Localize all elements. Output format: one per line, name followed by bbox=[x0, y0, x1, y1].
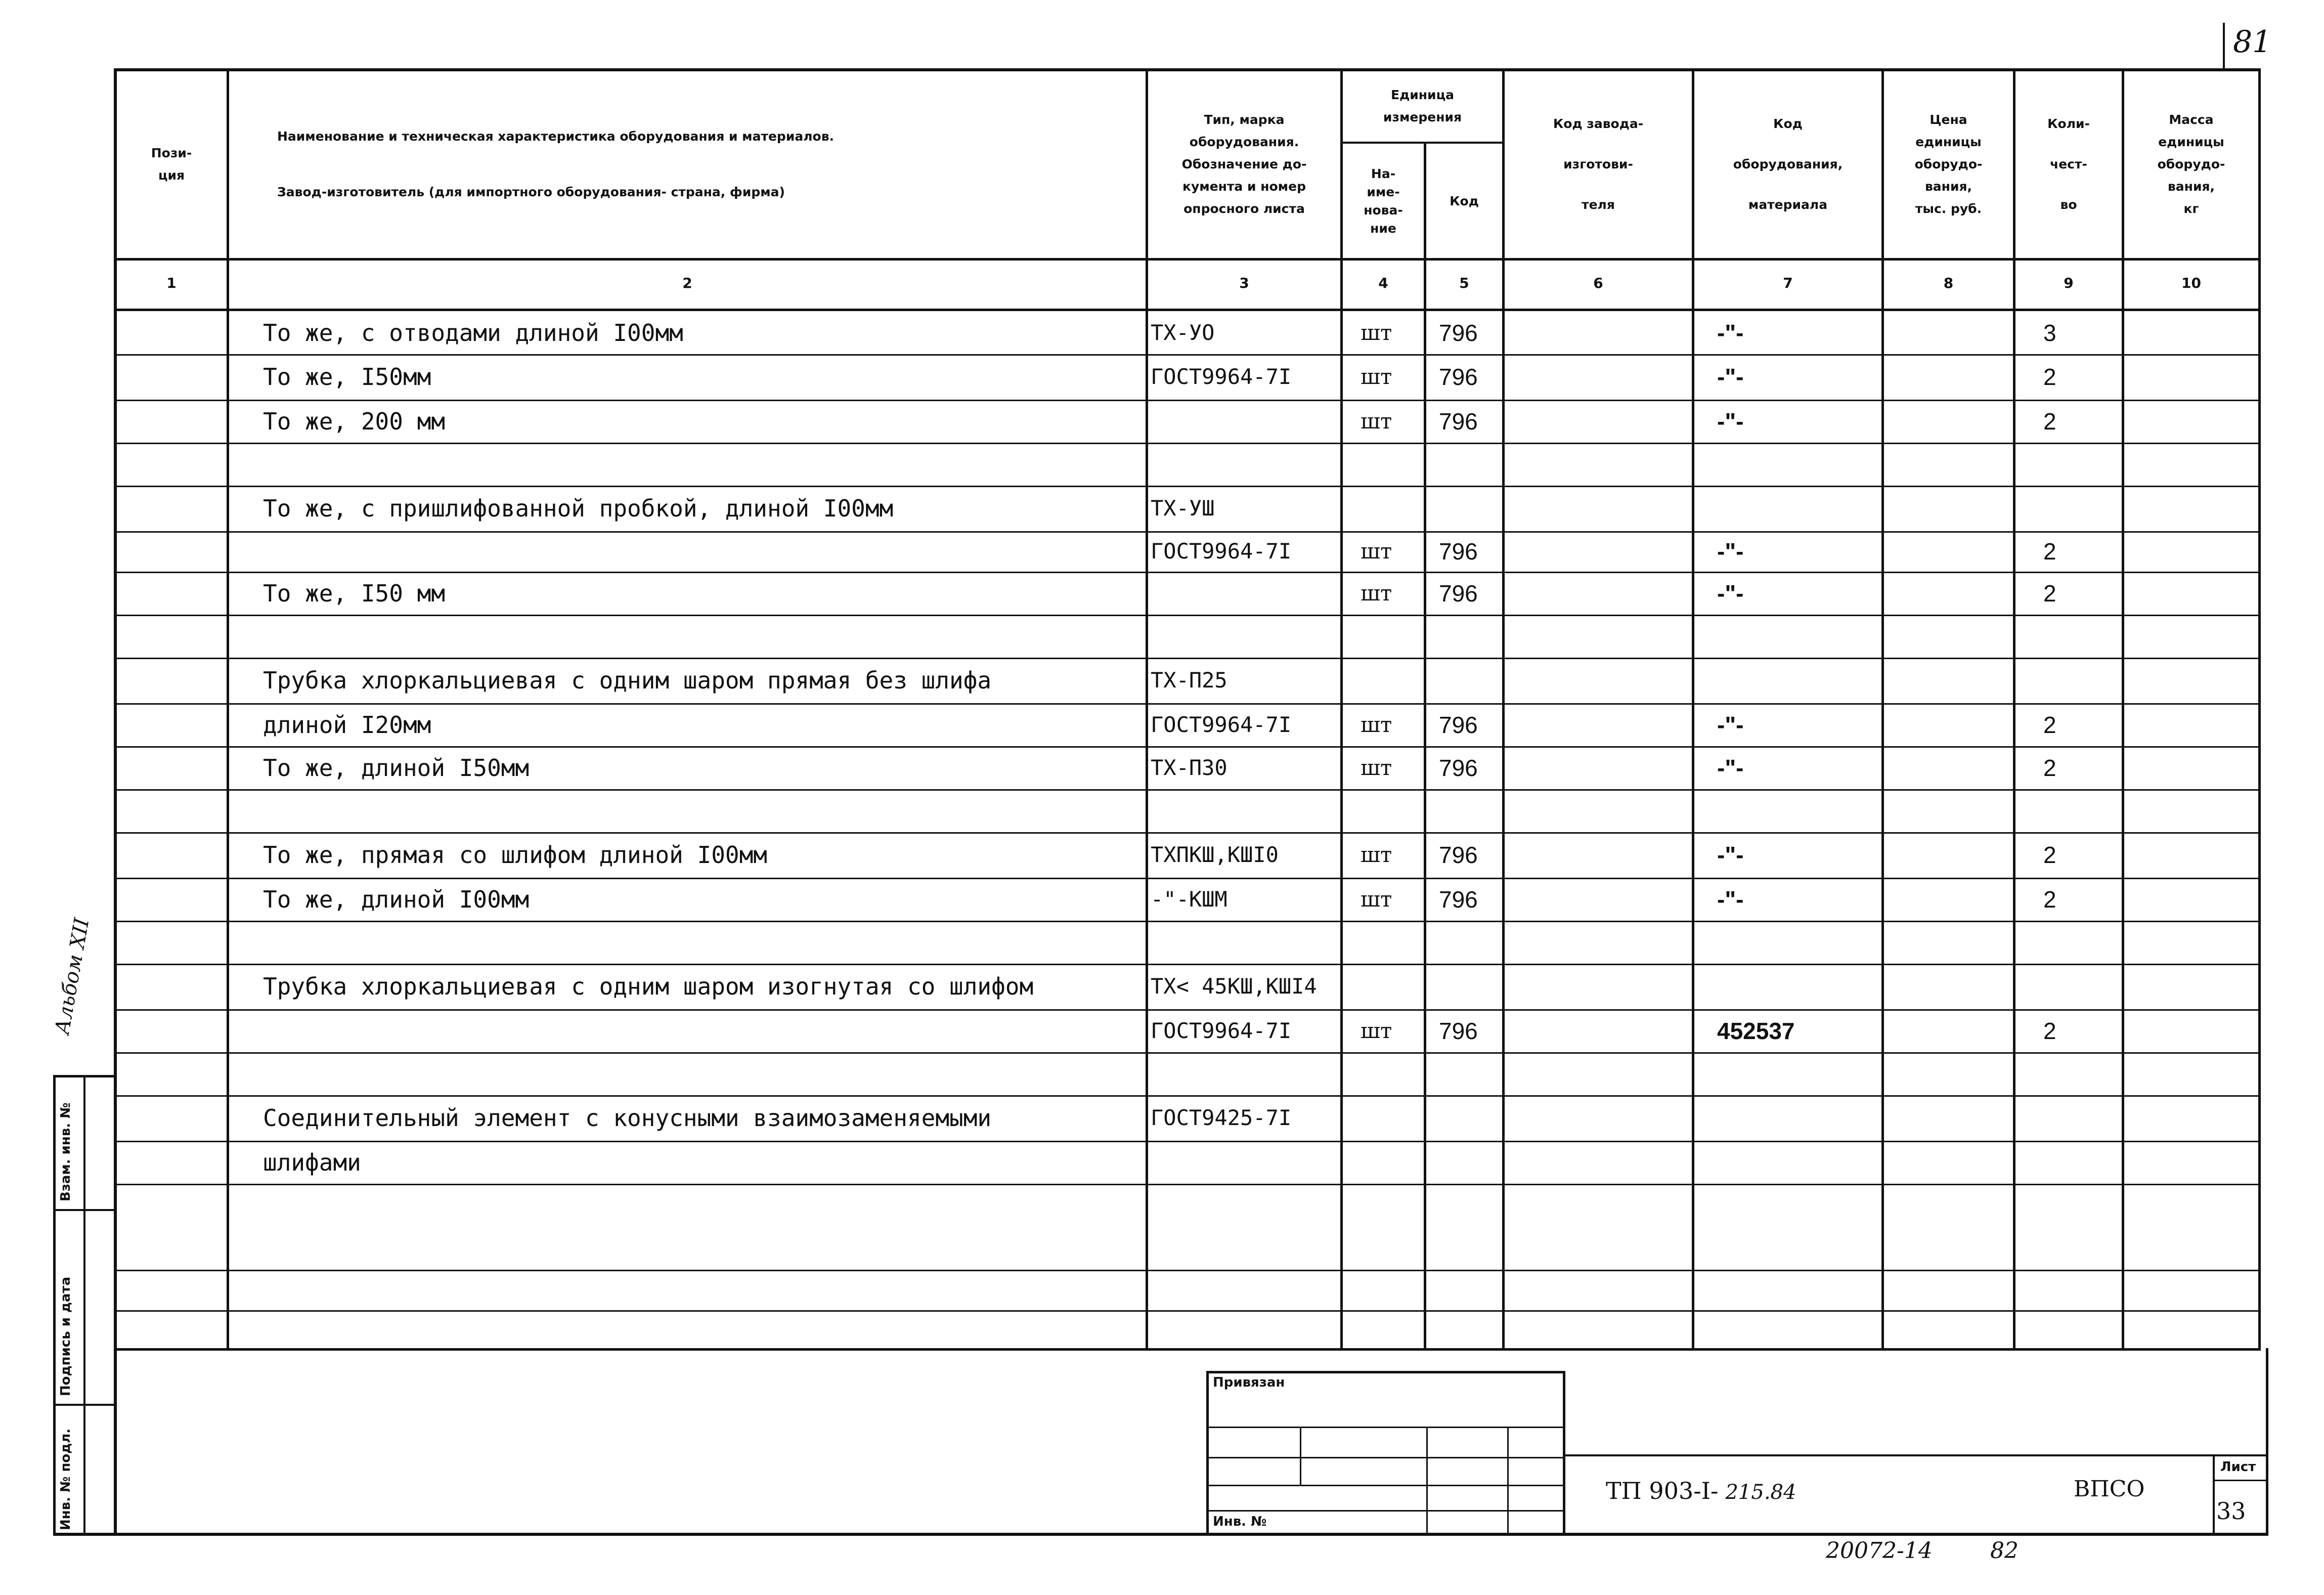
row-divider bbox=[114, 1052, 2261, 1054]
stamp-grid-h2 bbox=[1206, 1457, 1565, 1458]
item-type: -"-КШМ bbox=[1151, 886, 1227, 912]
item-unit-code: 796 bbox=[1439, 319, 1478, 346]
side-label-vzam: Взам. инв. № bbox=[58, 1102, 73, 1201]
item-name: То же, прямая со шлифом длиной I00мм bbox=[263, 841, 767, 869]
item-unit: шт bbox=[1361, 712, 1392, 737]
item-name: шлифами bbox=[263, 1148, 361, 1176]
row-divider bbox=[114, 832, 2261, 834]
item-unit-code: 796 bbox=[1439, 711, 1478, 738]
item-unit: шт bbox=[1361, 1018, 1392, 1043]
item-material-code: -"- bbox=[1717, 580, 1744, 607]
row-divider bbox=[114, 1009, 2261, 1011]
item-unit: шт bbox=[1361, 842, 1392, 867]
sheet-box-sep bbox=[2213, 1480, 2268, 1481]
item-quantity: 2 bbox=[2043, 842, 2056, 868]
row-divider bbox=[114, 964, 2261, 965]
item-name: длиной I20мм bbox=[263, 711, 431, 739]
item-unit: шт bbox=[1361, 364, 1392, 389]
row-divider bbox=[114, 1184, 2261, 1185]
row-divider bbox=[114, 1310, 2261, 1312]
item-unit-code: 796 bbox=[1439, 580, 1478, 607]
item-material-code: -"- bbox=[1717, 408, 1744, 435]
item-unit-code: 796 bbox=[1439, 842, 1478, 868]
side-stamp-sep1 bbox=[53, 1209, 116, 1211]
colnum-4: 4 bbox=[1378, 275, 1388, 291]
item-type: ГОСТ9964-7I bbox=[1151, 712, 1292, 737]
item-unit-code: 796 bbox=[1439, 408, 1478, 435]
item-unit-code: 796 bbox=[1439, 754, 1478, 781]
divider-4 bbox=[1424, 142, 1426, 1348]
colnum-10: 10 bbox=[2181, 275, 2201, 291]
item-unit: шт bbox=[1361, 539, 1392, 564]
row-divider bbox=[114, 531, 2261, 533]
colnum-bottom-border bbox=[114, 309, 2261, 311]
item-quantity: 2 bbox=[2043, 408, 2056, 435]
header-equipment-code: Код оборудования, материала bbox=[1733, 116, 1843, 212]
item-material-code: -"- bbox=[1717, 842, 1744, 868]
stamp-grid-h4 bbox=[1206, 1510, 1565, 1512]
item-unit-code: 796 bbox=[1439, 886, 1478, 913]
colnum-8: 8 bbox=[1943, 275, 1954, 291]
stamp-grid-v2 bbox=[1426, 1427, 1428, 1535]
stamp-box-top bbox=[1206, 1371, 1565, 1373]
item-type: ТХ-П30 bbox=[1151, 755, 1227, 780]
item-type: ТХ-УШ bbox=[1151, 496, 1215, 521]
frame-bottom-border bbox=[53, 1533, 2268, 1536]
item-name: То же, I50мм bbox=[263, 363, 431, 391]
colnum-6: 6 bbox=[1593, 275, 1603, 291]
item-material-code: -"- bbox=[1717, 886, 1744, 913]
header-unit-name: На- име- нова- ние bbox=[1364, 166, 1403, 236]
stamp-grid-h1 bbox=[1206, 1427, 1565, 1428]
stamp-privyazan: Привязан bbox=[1213, 1375, 1285, 1390]
item-material-code: -"- bbox=[1717, 754, 1744, 781]
item-unit: шт bbox=[1361, 580, 1392, 606]
item-name: То же, длиной I50мм bbox=[263, 754, 530, 782]
table-bottom-border bbox=[114, 1348, 2261, 1351]
row-divider bbox=[114, 354, 2261, 356]
item-type: ТХПКШ,КШI0 bbox=[1151, 842, 1279, 867]
colnum-5: 5 bbox=[1459, 275, 1469, 291]
item-type: ГОСТ9964-7I bbox=[1151, 539, 1292, 564]
frame-right-border bbox=[2266, 1348, 2268, 1535]
header-mass: Масса единицы оборудо- вания, кг bbox=[2157, 112, 2225, 216]
sheet-label: Лист bbox=[2220, 1459, 2256, 1475]
item-unit: шт bbox=[1361, 755, 1392, 780]
row-divider bbox=[114, 746, 2261, 748]
row-divider bbox=[114, 921, 2261, 922]
header-quantity: Коли- чест- во bbox=[2047, 116, 2090, 212]
item-unit-code: 796 bbox=[1439, 1017, 1478, 1044]
item-name: То же, с пришлифованной пробкой, длиной I00мм bbox=[263, 495, 894, 522]
sheet-box-left bbox=[2213, 1454, 2215, 1535]
header-factory-code: Код завода- изготови- теля bbox=[1553, 116, 1644, 212]
header-name: Наименование и техническая характеристика оборудования и материалов. Завод-изготовитель (для импортного оборудования- страна, фирма) bbox=[277, 129, 835, 199]
colnum-1: 1 bbox=[166, 275, 177, 291]
bottom-number-right: 82 bbox=[1990, 1538, 2019, 1564]
header-type: Тип, марка оборудования. Обозначение до- кумента и номер опросного листа bbox=[1181, 112, 1307, 216]
item-name: То же, 200 мм bbox=[263, 407, 446, 435]
item-name: То же, с отводами длиной I00мм bbox=[263, 319, 683, 347]
item-name: Трубка хлоркальциевая с одним шаром изогнутая со шлифом bbox=[263, 973, 1034, 1000]
unit-group-divider bbox=[1340, 142, 1505, 144]
item-unit: шт bbox=[1361, 408, 1392, 434]
item-material-code: 452537 bbox=[1717, 1017, 1795, 1044]
item-quantity: 3 bbox=[2043, 319, 2056, 346]
item-type: ТХ-УО bbox=[1151, 320, 1215, 345]
item-type: ГОСТ9964-7I bbox=[1151, 1018, 1292, 1043]
row-divider bbox=[114, 1141, 2261, 1142]
item-quantity: 2 bbox=[2043, 754, 2056, 781]
side-stamp-mid bbox=[83, 1075, 85, 1535]
row-divider bbox=[114, 486, 2261, 487]
bottom-number-left: 20072-14 bbox=[1826, 1538, 1933, 1564]
org-code: ВПСО bbox=[2074, 1476, 2145, 1502]
item-unit-code: 796 bbox=[1439, 364, 1478, 390]
item-name: Трубка хлоркальциевая с одним шаром прямая без шлифа bbox=[263, 667, 992, 694]
item-material-code: -"- bbox=[1717, 538, 1744, 565]
item-quantity: 2 bbox=[2043, 580, 2056, 607]
row-divider bbox=[114, 878, 2261, 879]
item-quantity: 2 bbox=[2043, 886, 2056, 913]
header-price: Цена единицы оборудо- вания, тыс. руб. bbox=[1914, 112, 1983, 216]
doc-code bbox=[1606, 1477, 1796, 1504]
item-quantity: 2 bbox=[2043, 711, 2056, 738]
header-unit-group: Единица измерения bbox=[1383, 88, 1462, 124]
colnum-2: 2 bbox=[682, 275, 692, 291]
colnum-7: 7 bbox=[1783, 275, 1793, 291]
colnum-9: 9 bbox=[2064, 275, 2074, 291]
stamp-grid-v1 bbox=[1300, 1427, 1301, 1485]
item-quantity: 2 bbox=[2043, 364, 2056, 390]
row-divider bbox=[114, 1095, 2261, 1097]
divider-10 bbox=[2258, 68, 2261, 1348]
row-divider bbox=[114, 615, 2261, 616]
row-divider bbox=[114, 1270, 2261, 1271]
item-unit-code: 796 bbox=[1439, 538, 1478, 565]
row-divider bbox=[114, 443, 2261, 444]
doc-code-prefix: ТП 903-I- bbox=[1606, 1477, 1719, 1504]
item-name: То же, длиной I00мм bbox=[263, 885, 530, 913]
item-type: ГОСТ9964-7I bbox=[1151, 364, 1292, 389]
item-material-code: -"- bbox=[1717, 711, 1744, 738]
colnum-3: 3 bbox=[1239, 275, 1249, 291]
item-type: ТХ-П25 bbox=[1151, 668, 1227, 693]
item-material-code: -"- bbox=[1717, 319, 1744, 346]
doc-code-hand: 215.84 bbox=[1725, 1481, 1796, 1504]
side-stamp-sep2 bbox=[53, 1404, 116, 1406]
side-label-inv-podl: Инв. № подл. bbox=[58, 1428, 73, 1530]
item-type: ГОСТ9425-7I bbox=[1151, 1105, 1292, 1130]
stamp-grid-h3 bbox=[1206, 1485, 1565, 1486]
row-divider bbox=[114, 703, 2261, 705]
header-unit-code: Код bbox=[1450, 193, 1479, 208]
item-unit: шт bbox=[1361, 886, 1392, 912]
item-quantity: 2 bbox=[2043, 538, 2056, 565]
page-number: 81 bbox=[2233, 24, 2272, 60]
sheet-number: 33 bbox=[2216, 1497, 2246, 1525]
side-stamp-left bbox=[53, 1075, 56, 1535]
item-quantity: 2 bbox=[2043, 1017, 2056, 1044]
item-name: То же, I50 мм bbox=[263, 579, 446, 607]
item-name: Соединительный элемент с конусными взаимозаменяемыми bbox=[263, 1104, 992, 1132]
page-number-mark bbox=[2223, 23, 2225, 71]
row-divider bbox=[114, 572, 2261, 573]
row-divider bbox=[114, 400, 2261, 401]
stamp-grid-v3 bbox=[1507, 1427, 1509, 1535]
row-divider bbox=[114, 658, 2261, 659]
stamp-inv-no: Инв. № bbox=[1213, 1514, 1267, 1529]
item-unit: шт bbox=[1361, 320, 1392, 345]
side-label-podpis: Подпись и дата bbox=[58, 1276, 73, 1396]
row-divider bbox=[114, 789, 2261, 791]
item-material-code: -"- bbox=[1717, 364, 1744, 390]
title-block-top bbox=[1565, 1454, 2268, 1456]
item-type: ТХ< 45КШ,КШI4 bbox=[1151, 974, 1317, 999]
header-position: Пози- ция bbox=[151, 146, 192, 183]
album-label: Альбом XII bbox=[51, 916, 94, 1036]
